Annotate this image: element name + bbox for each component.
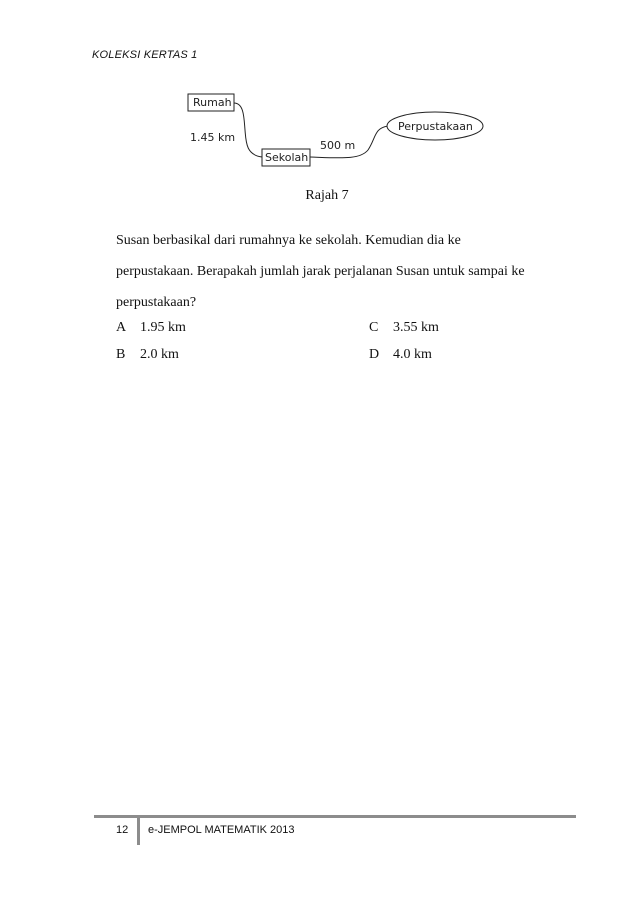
library-label: Perpustakaan [398, 120, 473, 133]
option-c-text: 3.55 km [393, 320, 439, 335]
home-label: Rumah [193, 96, 232, 109]
distance-school-library: 500 m [320, 139, 356, 152]
option-a-text: 1.95 km [140, 320, 186, 335]
option-c[interactable] [369, 320, 439, 336]
route-diagram [0, 0, 638, 200]
question-line-2: perpustakaan. Berapakah jumlah jarak perjalanan Susan untuk sampai ke [116, 264, 525, 279]
question-line-3: perpustakaan? [116, 295, 197, 310]
question-line-1: Susan berbasikal dari rumahnya ke sekolah. Kemudian dia ke [116, 233, 461, 248]
footer-title: e-JEMPOL MATEMATIK 2013 [148, 824, 295, 836]
route-home-school [234, 103, 262, 157]
option-b[interactable] [116, 347, 179, 363]
option-b-key: B [116, 347, 126, 362]
page-header: KOLEKSI KERTAS 1 [92, 49, 198, 61]
figure-caption: Rajah 7 [305, 188, 349, 203]
option-a[interactable] [116, 320, 186, 336]
option-b-text: 2.0 km [140, 347, 179, 362]
option-c-key: C [369, 320, 379, 335]
option-d-key: D [369, 347, 380, 362]
option-d[interactable] [369, 347, 432, 363]
option-a-key: A [116, 320, 127, 335]
option-d-text: 4.0 km [393, 347, 432, 362]
school-label: Sekolah [265, 151, 309, 164]
page-number: 12 [116, 824, 129, 836]
distance-home-school: 1.45 km [190, 131, 236, 144]
footer-divider [137, 815, 140, 845]
footer-rule [94, 815, 576, 818]
